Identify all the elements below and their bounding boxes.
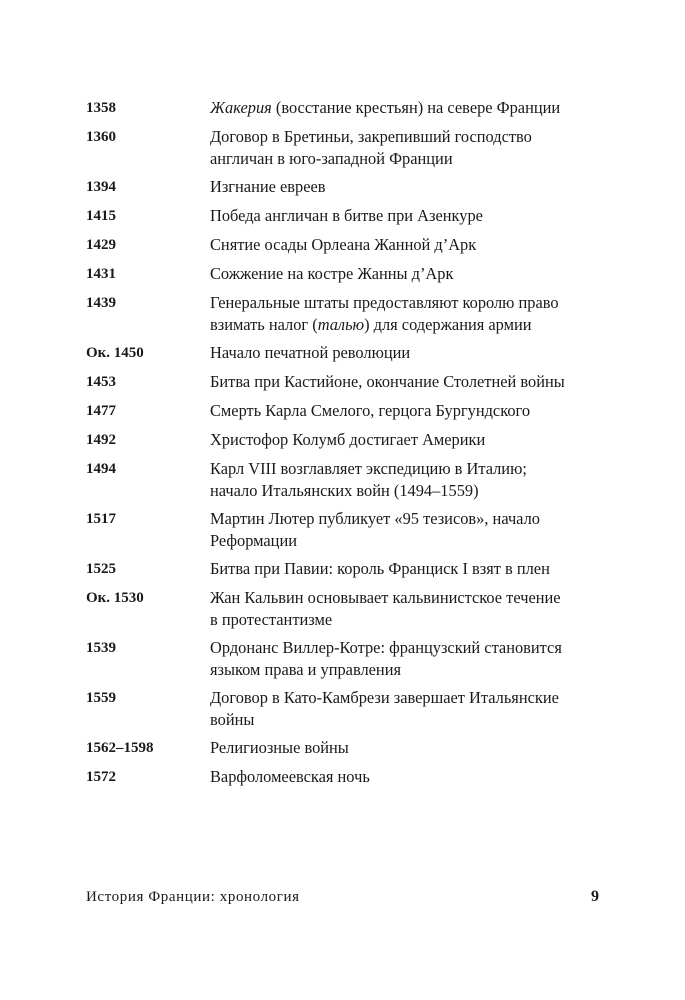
entry-event: [210, 637, 566, 680]
entry-event: [210, 458, 566, 501]
timeline-entry: [86, 292, 566, 335]
timeline-entry: [86, 126, 566, 169]
chronology-table: [86, 97, 566, 795]
timeline-entry: [86, 97, 566, 119]
entry-event: [210, 587, 566, 630]
entry-year: 1562–1598: [86, 740, 154, 756]
entry-event: [210, 126, 566, 169]
entry-year: 1559: [86, 690, 116, 706]
entry-event: [210, 687, 566, 730]
entry-year: 1358: [86, 100, 116, 116]
entry-event: [210, 371, 566, 393]
entry-event: [210, 558, 566, 580]
entry-year: 1439: [86, 295, 116, 311]
entry-year: Ок. 1530: [86, 590, 144, 606]
entry-event: [210, 508, 566, 551]
event-text: Мартин Лютер публикует «95 тезисов», начало Реформации: [210, 509, 540, 550]
entry-year: 1492: [86, 432, 116, 448]
entry-year: 1394: [86, 179, 116, 195]
entry-event: [210, 205, 566, 227]
entry-year: 1525: [86, 561, 116, 577]
entry-year: 1539: [86, 640, 116, 656]
entry-event: [210, 97, 566, 119]
event-text: Карл VIII возглавляет экспедицию в Италию; начало Итальянских войн (1494–1559): [210, 459, 527, 500]
entry-event: [210, 292, 566, 335]
event-text: Смерть Карла Смелого, герцога Бургундского: [210, 401, 531, 420]
entry-event: [210, 400, 566, 422]
event-text: Договор в Бретиньи, закрепивший господство англичан в юго-западной Франции: [210, 127, 532, 168]
entry-event: [210, 234, 566, 256]
timeline-entry: [86, 263, 566, 285]
event-text: Варфоломеевская ночь: [210, 767, 370, 786]
timeline-entry: [86, 687, 566, 730]
timeline-entry: [86, 371, 566, 393]
event-text-continued: (восстание крестьян) на севере Франции: [271, 98, 561, 117]
event-text: Сожжение на костре Жанны д’Арк: [210, 264, 454, 283]
entry-year: 1415: [86, 208, 116, 224]
running-title: История Франции: хронология: [86, 889, 300, 905]
event-text: Битва при Кастийоне, окончание Столетней войны: [210, 372, 565, 391]
timeline-entry: [86, 176, 566, 198]
entry-year: 1517: [86, 511, 116, 527]
event-text-continued: ) для содержания армии: [364, 314, 532, 334]
entry-year: 1429: [86, 237, 116, 253]
event-text: Начало печатной революции: [210, 343, 411, 362]
page-footer: [86, 888, 599, 906]
entry-event: [210, 766, 566, 788]
entry-year: Ок. 1450: [86, 345, 144, 361]
event-text: Битва при Павии: король Франциск I взят в плен: [210, 559, 550, 578]
event-text: Жан Кальвин основывает кальвинистское течение в протестантизме: [210, 588, 561, 629]
timeline-entry: [86, 400, 566, 422]
entry-year: 1431: [86, 266, 116, 282]
timeline-entry: [86, 429, 566, 451]
event-text: Снятие осады Орлеана Жанной д’Арк: [210, 235, 477, 254]
entry-event: [210, 737, 566, 759]
event-emphasis: Жакерия: [210, 98, 272, 117]
entry-year: 1453: [86, 374, 116, 390]
entry-year: 1477: [86, 403, 116, 419]
entry-year: 1572: [86, 769, 116, 785]
event-text: Договор в Като-Камбрези завершает Итальянские войны: [210, 688, 559, 729]
event-text: Религиозные войны: [210, 738, 349, 757]
entry-event: [210, 263, 566, 285]
timeline-entry: [86, 637, 566, 680]
entry-event: [210, 429, 566, 451]
event-text: Победа англичан в битве при Азенкуре: [210, 206, 483, 225]
event-text: Христофор Колумб достигает Америки: [210, 430, 486, 449]
entry-year: 1494: [86, 461, 116, 477]
event-text: Ордонанс Виллер-Котре: французский становится языком права и управления: [210, 638, 562, 679]
timeline-entry: [86, 234, 566, 256]
entry-year: 1360: [86, 129, 116, 145]
timeline-entry: [86, 342, 566, 364]
event-emphasis: талью: [317, 314, 365, 334]
event-text: Изгнание евреев: [210, 177, 326, 196]
timeline-entry: [86, 205, 566, 227]
timeline-entry: [86, 737, 566, 759]
timeline-entry: [86, 508, 566, 551]
page-number: 9: [591, 888, 599, 905]
entry-event: [210, 342, 566, 364]
entry-event: [210, 176, 566, 198]
event-text: Генеральные штаты предоставляют королю право взимать налог (: [210, 293, 559, 334]
timeline-entry: [86, 766, 566, 788]
timeline-entry: [86, 587, 566, 630]
timeline-entry: [86, 458, 566, 501]
timeline-entry: [86, 558, 566, 580]
